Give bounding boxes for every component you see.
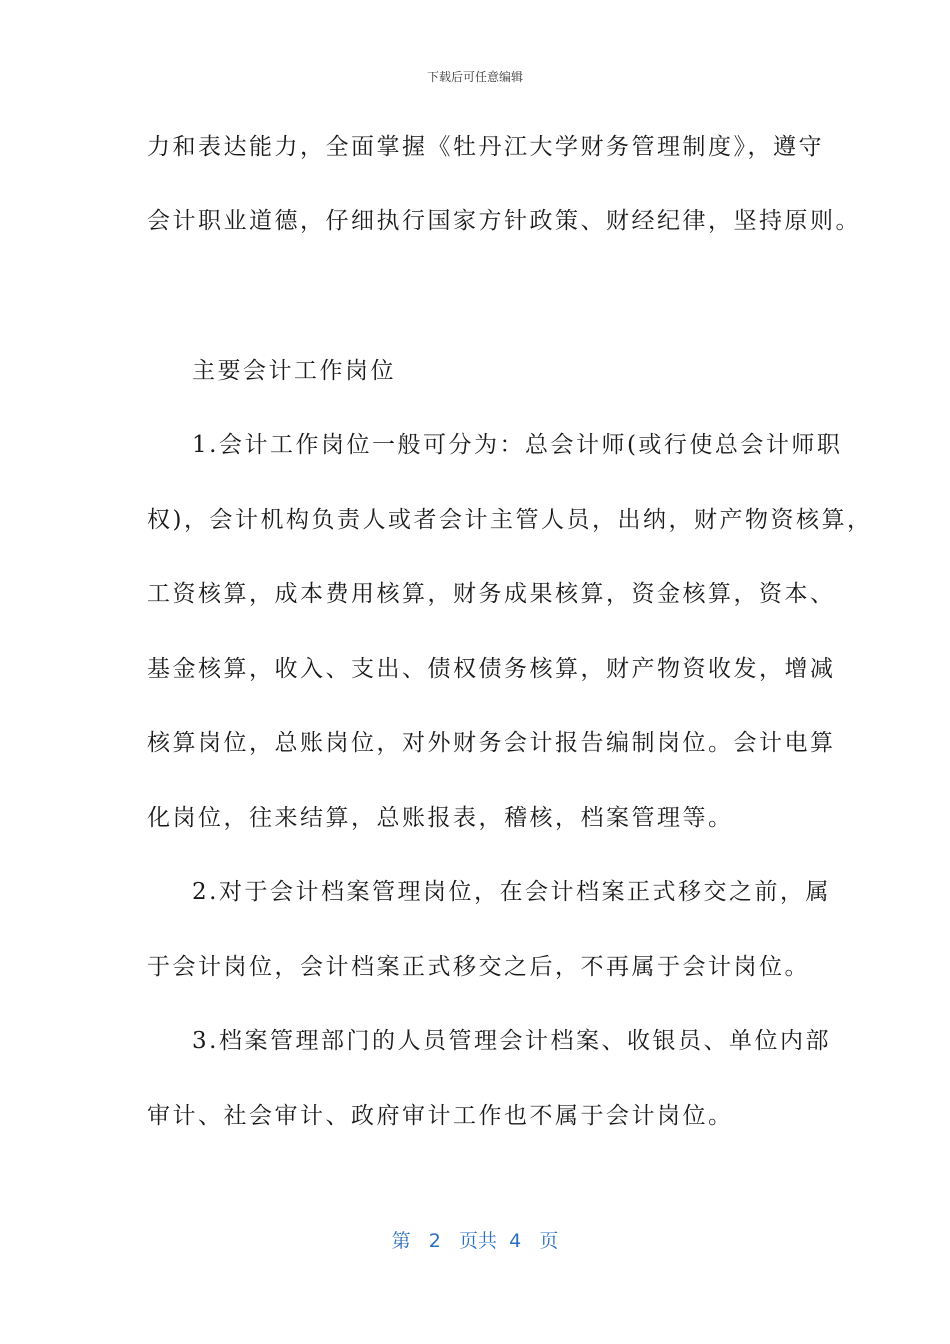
section-heading: 主要会计工作岗位 [192, 358, 396, 384]
body-line: 权)，会计机构负责人或者会计主管人员，出纳，财产物资核算， [147, 507, 873, 533]
body-line: 核算岗位，总账岗位，对外财务会计报告编制岗位。会计电算 [147, 730, 836, 756]
current-page-number: 2 [428, 1230, 441, 1252]
page-label-mid: 页共 [459, 1230, 498, 1252]
page-indicator [0, 1226, 950, 1253]
body-line: 3.档案管理部门的人员管理会计档案、收银员、单位内部 [192, 1028, 831, 1054]
total-pages-number: 4 [509, 1230, 522, 1252]
body-line: 2.对于会计档案管理岗位，在会计档案正式移交之前，属 [192, 879, 831, 905]
body-line: 工资核算，成本费用核算，财务成果核算，资金核算，资本、 [147, 581, 836, 607]
body-line: 力和表达能力，全面掌握《牡丹江大学财务管理制度》，遵守 [147, 134, 824, 160]
body-line: 于会计岗位，会计档案正式移交之后，不再属于会计岗位。 [147, 954, 810, 980]
body-line: 化岗位，往来结算，总账报表，稽核，档案管理等。 [147, 805, 734, 831]
body-line: 1.会计工作岗位一般可分为：总会计师(或行使总会计师职 [192, 432, 843, 458]
body-line: 基金核算，收入、支出、债权债务核算，财产物资收发，增减 [147, 656, 836, 682]
page-label-prefix: 第 [391, 1230, 411, 1252]
body-line: 会计职业道德，仔细执行国家方针政策、财经纪律，坚持原则。 [147, 208, 861, 234]
body-line: 审计、社会审计、政府审计工作也不属于会计岗位。 [147, 1103, 734, 1129]
page-label-suffix: 页 [539, 1230, 559, 1252]
download-note: 下载后可任意编辑 [426, 70, 523, 84]
